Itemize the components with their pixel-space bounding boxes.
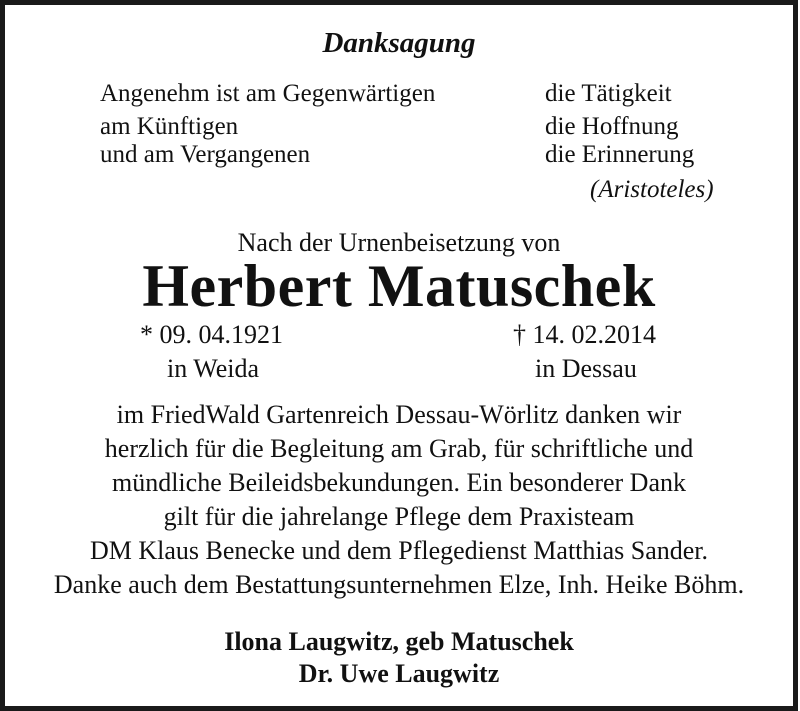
quote-author: (Aristoteles) bbox=[590, 176, 714, 203]
body-line: herzlich für die Begleitung am Grab, für schriftliche und bbox=[104, 434, 694, 463]
quote-left-line: und am Vergangenen bbox=[100, 141, 311, 168]
intro-line: Nach der Urnenbeisetzung von bbox=[237, 228, 561, 257]
quote-right-line: die Erinnerung bbox=[545, 141, 695, 168]
body-line: DM Klaus Benecke und dem Pflegedienst Matthias Sander. bbox=[89, 536, 709, 565]
deceased-name: Herbert Matuschek bbox=[142, 253, 656, 319]
quote-right-line: die Tätigkeit bbox=[545, 80, 672, 107]
death-date: † 14. 02.2014 bbox=[513, 320, 656, 349]
signature-line: Ilona Laugwitz, geb Matuschek bbox=[224, 627, 574, 656]
quote-left-line: am Künftigen bbox=[100, 113, 239, 140]
body-line: im FriedWald Gartenreich Dessau-Wörlitz danken wir bbox=[116, 400, 682, 429]
quote-left-line: Angenehm ist am Gegenwärtigen bbox=[100, 80, 436, 107]
body-line: Danke auch dem Bestattungsunternehmen Elze, Inh. Heike Böhm. bbox=[53, 570, 745, 599]
body-line: mündliche Beileidsbekundungen. Ein besonderer Dank bbox=[111, 468, 687, 497]
signature-line: Dr. Uwe Laugwitz bbox=[298, 659, 500, 688]
death-place: in Dessau bbox=[535, 354, 637, 383]
body-line: gilt für die jahrelange Pflege dem Praxisteam bbox=[163, 502, 635, 531]
birth-date: * 09. 04.1921 bbox=[140, 320, 283, 349]
birth-place: in Weida bbox=[167, 354, 260, 383]
notice-heading: Danksagung bbox=[322, 27, 476, 59]
quote-right-line: die Hoffnung bbox=[545, 113, 679, 140]
